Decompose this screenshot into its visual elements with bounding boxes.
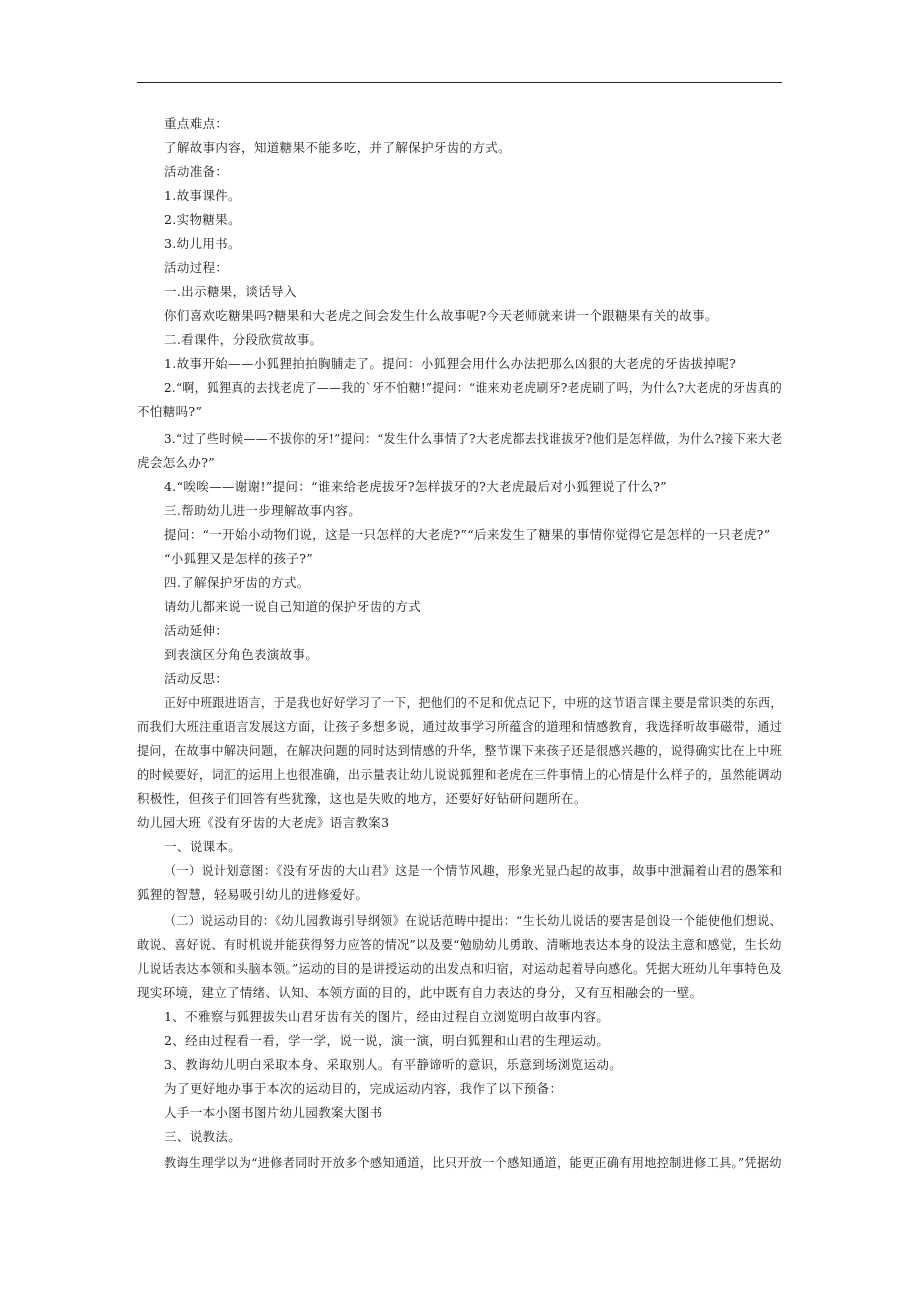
text-line: 狐狸的智慧，轻易吸引幼儿的进修爱好。 xyxy=(137,887,369,902)
text-line: “小狐狸又是怎样的孩子?” xyxy=(164,551,314,566)
text-line: 2.“啊，狐狸真的去找老虎了——我的`牙不怕糖!”提问：“谁来劝老虎刷牙?老虎刷了吗，为什么?大老虎的牙齿真的 xyxy=(164,380,783,395)
text-line: 正好中班跟进语言，于是我也好好学习了一下，把他们的不足和优点记下，中班的这节语言课主要是常识类的东西， xyxy=(164,695,783,710)
text-line: 你们喜欢吃糖果吗?糖果和大老虎之间会发生什么故事呢?今天老师就来讲一个跟糖果有关的故事。 xyxy=(164,308,718,323)
text-line: 3.幼儿用书。 xyxy=(164,236,241,251)
text-line: 儿说话表达本领和头脑本领。”运动的目的是讲授运动的出发点和归宿，对运动起着导向感化。凭据大班幼儿年事特色及 xyxy=(137,961,782,976)
text-line: 请幼儿都来说一说自己知道的保护牙齿的方式 xyxy=(164,599,422,614)
header-rule xyxy=(137,82,782,83)
text-line: 重点难点： xyxy=(164,116,229,131)
text-line: 活动准备： xyxy=(164,164,229,179)
text-line: 1.故事开始——小狐狸拍拍胸脯走了。提问：小狐狸会用什么办法把那么凶狠的大老虎的牙齿拔掉呢? xyxy=(164,356,737,371)
text-line: 3、教诲幼儿明白采取本身、采取别人。有平静谛听的意识，乐意到场浏览运动。 xyxy=(164,1057,623,1072)
text-line: 提问，在故事中解决问题，在解决问题的同时达到情感的升华，整节课下来孩子还是很感兴趣的，说得确实比在上中班 xyxy=(137,743,783,758)
text-line: 1.故事课件。 xyxy=(164,188,241,203)
text-line: 的时候要好，词汇的运用上也很准确，出示量表让幼儿说说狐狸和老虎在三件事情上的心情是什么样子的，虽然能调动 xyxy=(137,767,783,782)
text-line: （一）说计划意图：《没有牙齿的大山君》这是一个情节风趣，形象光显凸起的故事，故事中泄漏着山君的愚笨和 xyxy=(164,863,783,878)
text-line: 三.帮助幼儿进一步理解故事内容。 xyxy=(164,503,362,518)
text-line: 一.出示糖果，谈话导入 xyxy=(164,284,297,299)
text-line: 敢说、喜好说、有时机说并能获得努力应答的情况”以及要“勉励幼儿勇敢、清晰地表达本身的设法主意和感觉，生长幼 xyxy=(137,937,782,952)
text-line: 虎会怎么办?” xyxy=(137,455,216,470)
text-line: 了解故事内容，知道糖果不能多吃，并了解保护牙齿的方式。 xyxy=(164,140,511,155)
text-line: 1、不雅察与狐狸拔失山君牙齿有关的图片，经由过程自立浏览明白故事内容。 xyxy=(164,1009,610,1024)
text-line: 积极性，但孩子们回答有些犹豫，这也是失败的地方，还要好好钻研问题所在。 xyxy=(137,791,587,806)
text-line: 二.看课件，分段欣赏故事。 xyxy=(164,332,323,347)
text-line: 一、说课本。 xyxy=(164,839,242,854)
text-line: 幼儿园大班《没有牙齿的大老虎》语言教案3 xyxy=(137,815,390,830)
text-line: 四.了解保护牙齿的方式。 xyxy=(164,575,310,590)
text-line: 到表演区分角色表演故事。 xyxy=(164,647,319,662)
text-line: （二）说运动目的：《幼儿园教诲引导纲领》在说话范畴中提出：“生长幼儿说话的要害是创设一个能使他们想说、 xyxy=(164,913,782,928)
text-line: 现实环境，建立了情绪、认知、本领方面的目的，此中既有自力表达的身分，又有互相融会的一壁。 xyxy=(137,985,703,1000)
text-line: 活动过程： xyxy=(164,260,229,275)
text-line: 不怕糖吗?” xyxy=(137,404,203,419)
text-line: 2.实物糖果。 xyxy=(164,212,241,227)
text-line: 活动延伸： xyxy=(164,623,229,638)
text-line: 而我们大班注重语言发展这方面，让孩子多想多说，通过故事学习所蕴含的道理和情感教育，我选择听故事磁带，通过 xyxy=(137,719,783,734)
text-line: 人手一本小图书图片幼儿园教案大图书 xyxy=(164,1105,383,1120)
text-line: 教诲生理学以为“进修者同时开放多个感知通道，比只开放一个感知通道，能更正确有用地控制进修工具。”凭据幼 xyxy=(164,1155,782,1170)
text-line: 3.“过了些时候——不拔你的牙!”提问：“发生什么事情了?大老虎都去找谁拔牙?他们是怎样做，为什么?接下来大老 xyxy=(164,431,783,446)
text-line: 三、说教法。 xyxy=(164,1129,242,1144)
text-line: 2、经由过程看一看，学一学，说一说，演一演，明白狐狸和山君的生理运动。 xyxy=(164,1033,610,1048)
text-line: 为了更好地办事于本次的运动目的，完成运动内容，我作了以下预备： xyxy=(164,1081,563,1096)
text-line: 提问：“一开始小动物们说，这是一只怎样的大老虎?”“后来发生了糖果的事情你觉得它是怎样的一只老虎?” xyxy=(164,527,771,542)
text-line: 活动反思： xyxy=(164,671,229,686)
text-line: 4.“唉唉——谢谢!”提问：“谁来给老虎拔牙?怎样拔牙的?大老虎最后对小狐狸说了什么?” xyxy=(164,479,668,494)
